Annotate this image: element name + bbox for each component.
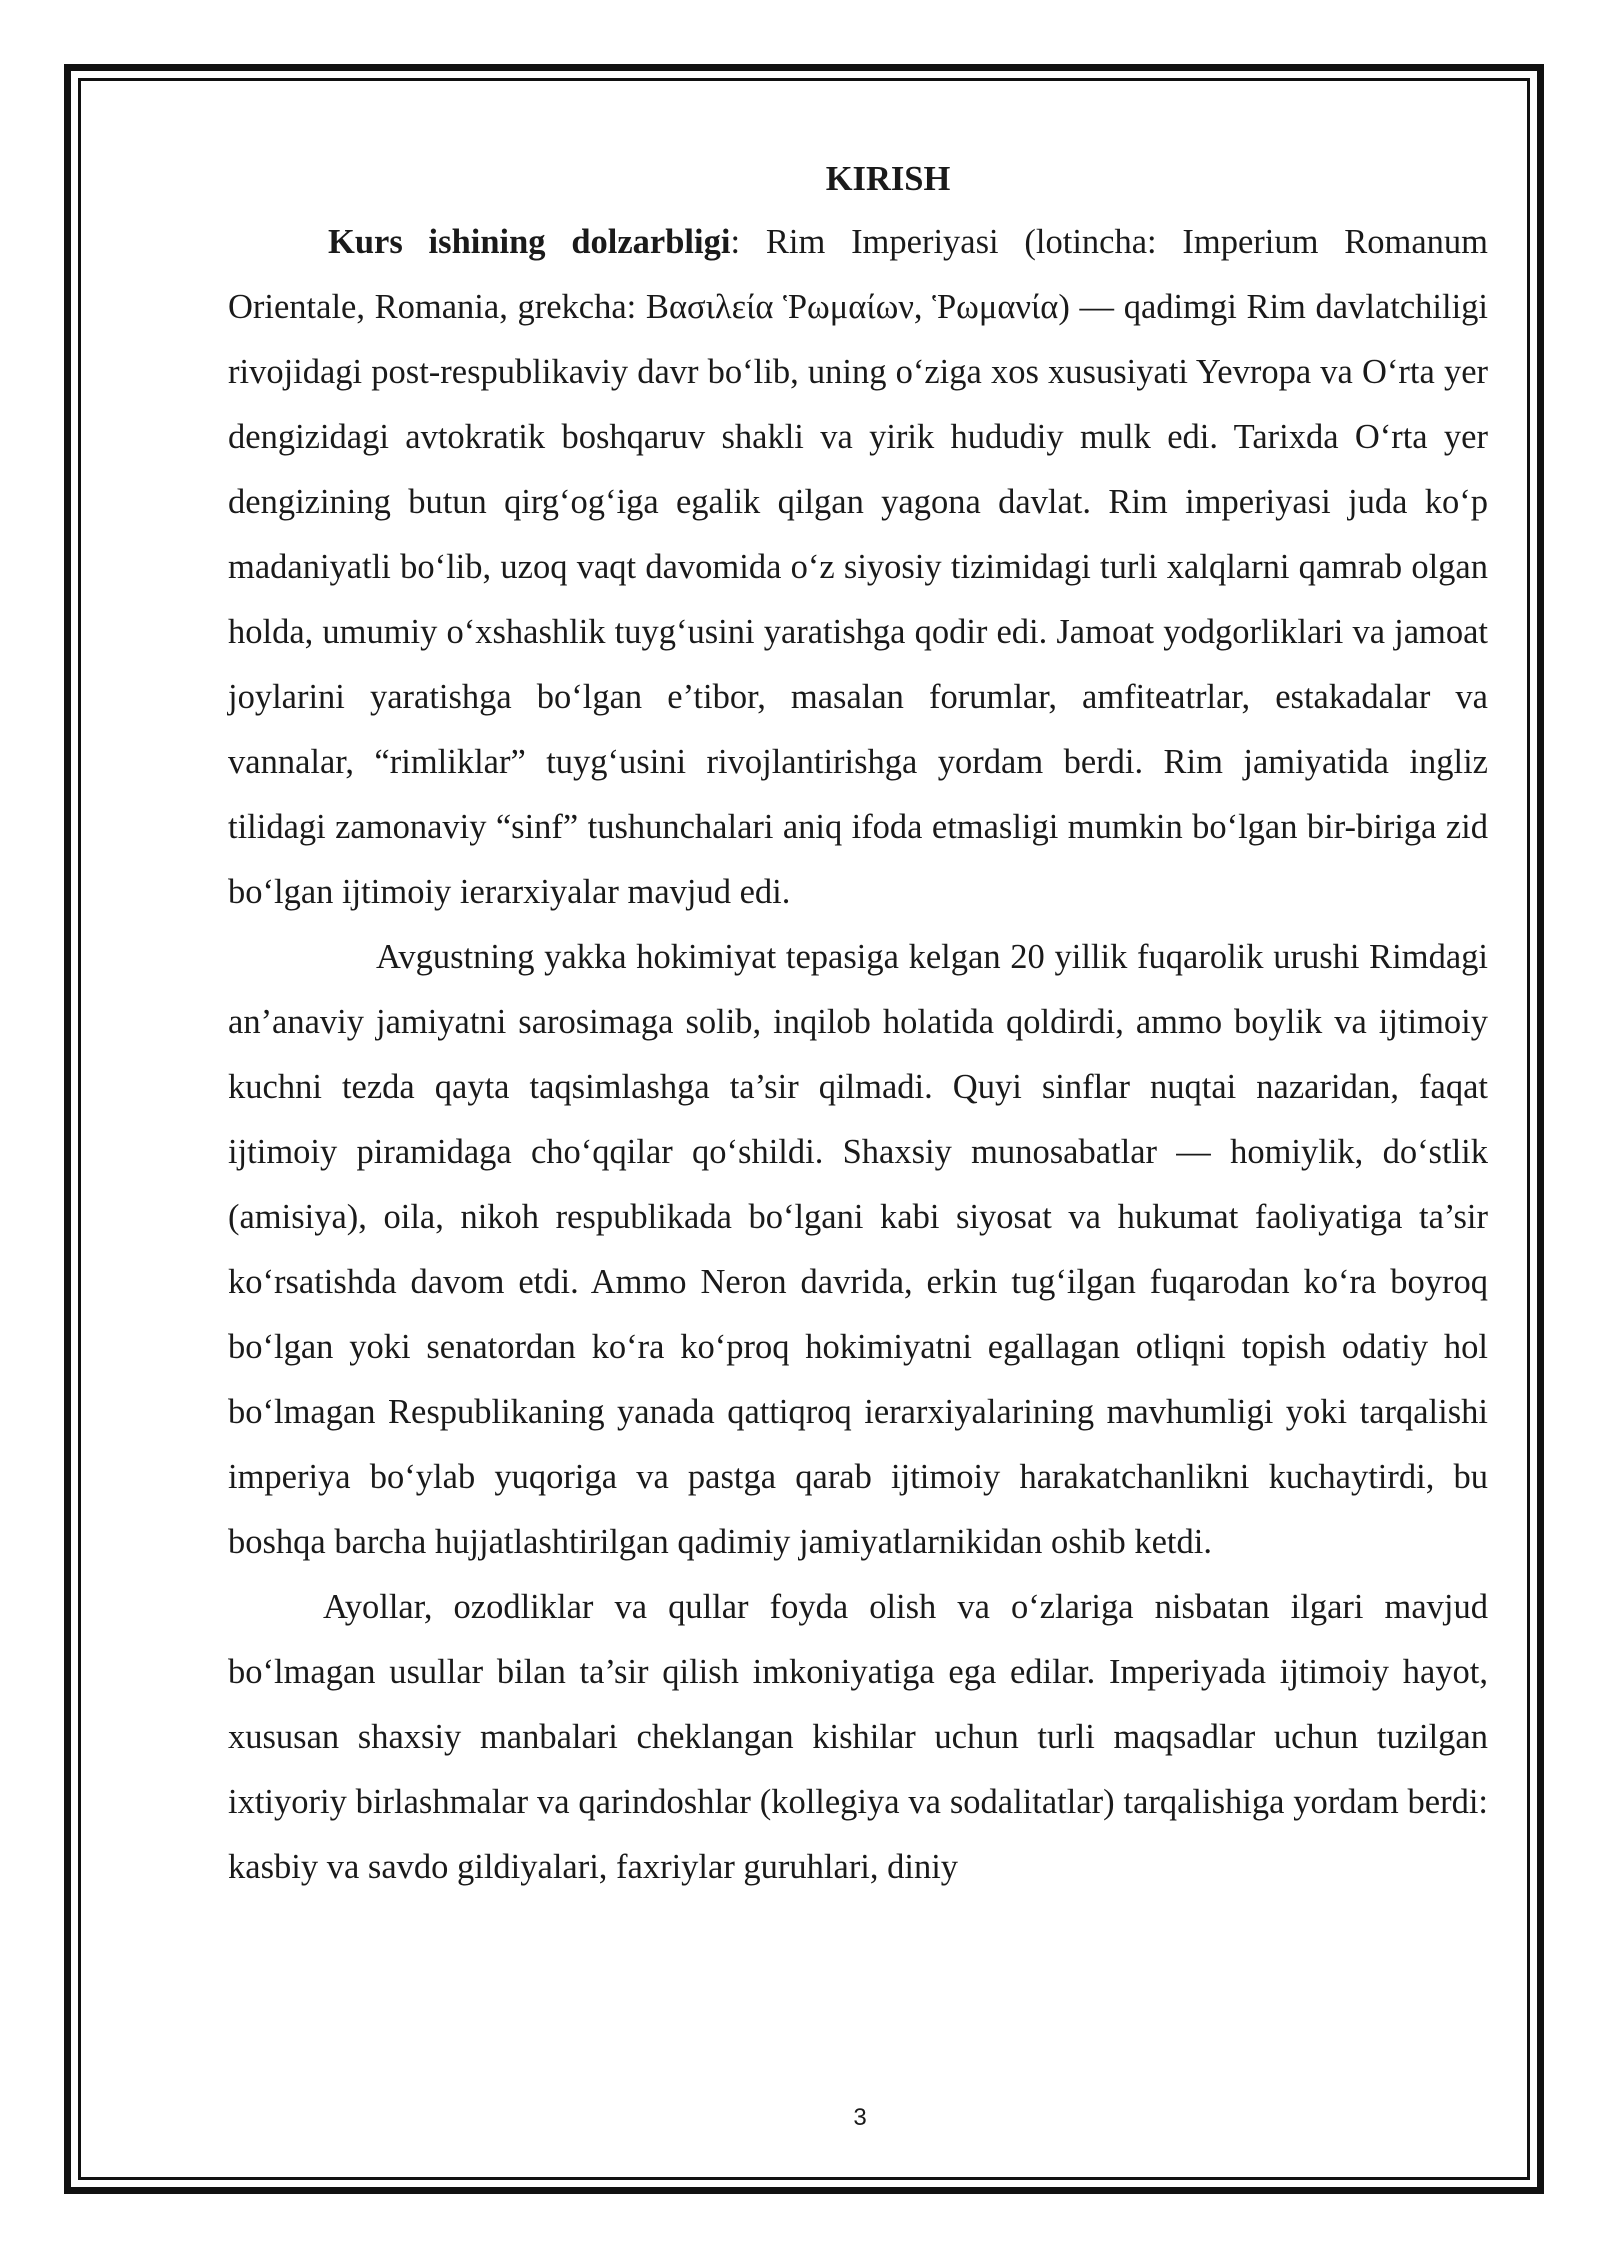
paragraph-1 xyxy=(228,210,1488,925)
paragraph-3: Ayollar, ozodliklar va qullar foyda olish va oʻzlariga nisbatan ilgari mavjud boʻlmagan usullar bilan ta’sir qilish imkoniyatiga ega edilar. Imperiyada ijtimoiy hayot, xususan shaxsiy manbalari cheklangan kishilar uchun turli maqsadlar uchun tuzilgan ixtiyoriy birlashmalar va qarindoshlar (kollegiya va sodalitatlar) tarqalishiga yordam berdi: kasbiy va savdo gildiyalari, faxriylar guruhlari, diniy xyxy=(228,1588,1488,1886)
paragraph-1-text: Rim Imperiyasi (lotincha: Imperium Romanum Orientale, Romania, grekcha: Βασιλεία Ῥωμαίων, Ῥωμανία) — qadimgi Rim davlatchiligi rivojidagi post-respublikaviy davr boʻlib, uning oʻziga xos xususiyati Yevropa va Oʻrta yer dengizidagi avtokratik boshqaruv shakli va yirik hududiy mulk edi. Tarixda Oʻrta yer dengizining butun qirgʻogʻiga egalik qilgan yagona davlat. Rim imperiyasi juda koʻp madaniyatli boʻlib, uzoq vaqt davomida oʻz siyosiy tizimidagi turli xalqlarni qamrab olgan holda, umumiy oʻxshashlik tuygʻusini yaratishga qodir edi. Jamoat yodgorliklari va jamoat joylarini yaratishga boʻlgan e’tibor, masalan forumlar, amfiteatrlar, estakadalar va vannalar, “rimliklar” tuygʻusini rivojlantirishga yordam berdi. Rim jamiyatida ingliz tilidagi zamonaviy “sinf” tushunchalari aniq ifoda etmasligi mumkin boʻlgan bir-biriga zid boʻlgan ijtimoiy ierarxiyalar mavjud edi. xyxy=(228,223,1488,911)
paragraph-lead-bold: Kurs ishining dolzarbligi xyxy=(328,223,731,261)
paragraph-2: Avgustning yakka hokimiyat tepasiga kelgan 20 yillik fuqarolik urushi Rimdagi an’anaviy jamiyatni sarosimaga solib, inqilob holatida qoldirdi, ammo boylik va ijtimoiy kuchni tezda qayta taqsimlashga ta’sir qilmadi. Quyi sinflar nuqtai nazaridan, faqat ijtimoiy piramidaga choʻqqilar qoʻshildi. Shaxsiy munosabatlar — homiylik, doʻstlik (amisiya), oila, nikoh respublikada boʻlgani kabi siyosat va hukumat faoliyatiga ta’sir koʻrsatishda davom etdi. Ammo Neron davrida, erkin tugʻilgan fuqarodan koʻra boyroq boʻlgan yoki senatordan koʻra koʻproq hokimiyatni egallagan otliqni topish odatiy hol boʻlmagan Respublikaning yanada qattiqroq ierarxiyalarining mavhumligi yoki tarqalishi imperiya boʻylab yuqoriga va pastga qarab ijtimoiy harakatchanlikni kuchaytirdi, bu boshqa barcha hujjatlashtirilgan qadimiy jamiyatlarnikidan oshib ketdi. xyxy=(228,938,1488,1561)
paragraph-lead-colon: : xyxy=(730,223,741,261)
section-title: KIRISH xyxy=(825,160,951,198)
page-number: 3 xyxy=(853,2104,867,2131)
document-body xyxy=(228,148,1488,1900)
